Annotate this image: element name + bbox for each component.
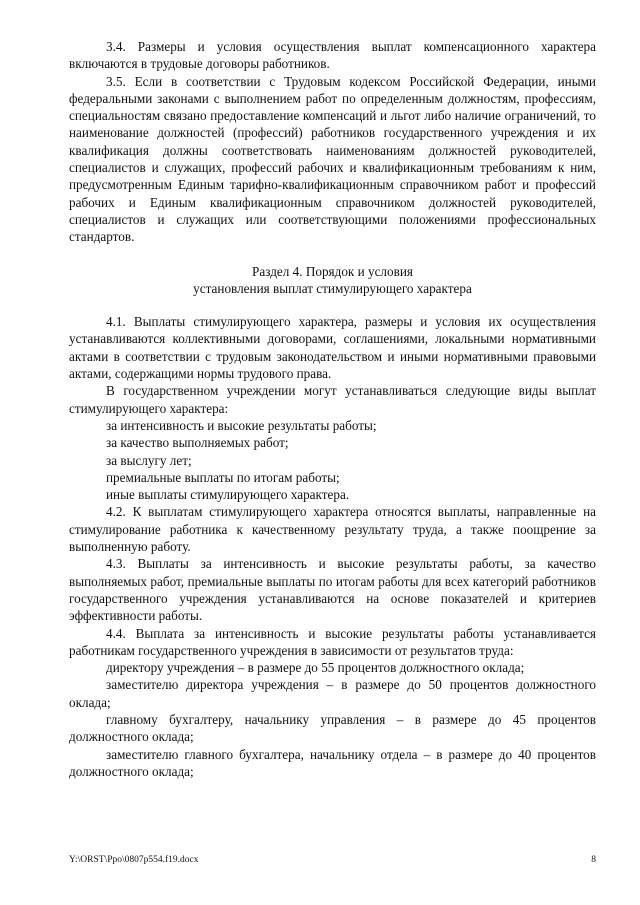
paragraph-types-intro: В государственном учреждении могут устанавливаться следующие виды выплат стимулирующего характера: xyxy=(69,383,596,416)
footer-file-path: Y:\ORST\Ppo\0807p554.f19.docx xyxy=(69,855,199,865)
paragraph-4-2: 4.2. К выплатам стимулирующего характера относятся выплаты, направленные на стимулирование работника к качественному результату труда, а также поощрение за выполненную работу. xyxy=(69,504,596,555)
document-page xyxy=(69,38,596,780)
paragraph-3-4: 3.4. Размеры и условия осуществления выплат компенсационного характера включаются в трудовые договоры работников. xyxy=(69,39,596,72)
footer-page-number: 8 xyxy=(591,855,596,865)
list-item: за интенсивность и высокие результаты работы; xyxy=(106,417,377,433)
list-item: за выслугу лет; xyxy=(106,452,192,468)
paragraph-4-1: 4.1. Выплаты стимулирующего характера, размеры и условия их осуществления устанавливаются коллективными договорами, соглашениями, локальными нормативными актами в соответствии с трудовым законодательством и иными нормативными правовыми актами, содержащими нормы трудового права. xyxy=(69,314,596,382)
section-heading-line1: Раздел 4. Порядок и условия xyxy=(252,263,413,279)
list-item: за качество выполняемых работ; xyxy=(106,435,289,451)
rate-item-chief-accountant: главному бухгалтеру, начальнику управления – в размере до 45 процентов должностного оклада; xyxy=(69,711,596,745)
section-heading-line2: установления выплат стимулирующего характера xyxy=(193,280,472,296)
section-heading xyxy=(69,263,596,298)
list-item: иные выплаты стимулирующего характера. xyxy=(106,487,350,503)
paragraph-3-5: 3.5. Если в соответствии с Трудовым кодексом Российской Федерации, иными федеральными законами с выполнением работ по определенным должностям, профессиям, специальностям связано предоставление компенсаций и льгот либо наличие ограничений, то наименование должностей (профессий) работников государственного учреждения и их квалификация должны соответствовать наименованиям должностей руководителей, специалистов и служащих, профессий рабочих и квалификационным требованиям к ним, предусмотренным Единым тарифно-квалификационным справочником работ и профессий рабочих и Единым квалификационным справочником должностей руководителей, специалистов и служащих или соответствующими положениями профессиональных стандартов. xyxy=(69,73,596,245)
paragraph-4-4: 4.4. Выплата за интенсивность и высокие результаты работы устанавливается работникам государственного учреждения в зависимости от результатов труда: xyxy=(69,625,596,658)
rate-item-deputy-director: заместителю директора учреждения – в размере до 50 процентов должностного оклада; xyxy=(69,677,596,710)
list-item: премиальные выплаты по итогам работы; xyxy=(106,469,340,485)
paragraph-4-3: 4.3. Выплаты за интенсивность и высокие результаты работы, за качество выполняемых работ, премиальные выплаты по итогам работы для всех категорий работников государственного учреждения устанавливаются на основе показателей и критериев эффективности работы. xyxy=(69,556,596,624)
rate-item-director: директору учреждения – в размере до 55 процентов должностного оклада; xyxy=(106,660,525,676)
rate-item-deputy-chief-accountant: заместителю главного бухгалтера, начальнику отдела – в размере до 40 процентов должностного оклада; xyxy=(69,746,596,779)
page-footer xyxy=(69,854,596,866)
